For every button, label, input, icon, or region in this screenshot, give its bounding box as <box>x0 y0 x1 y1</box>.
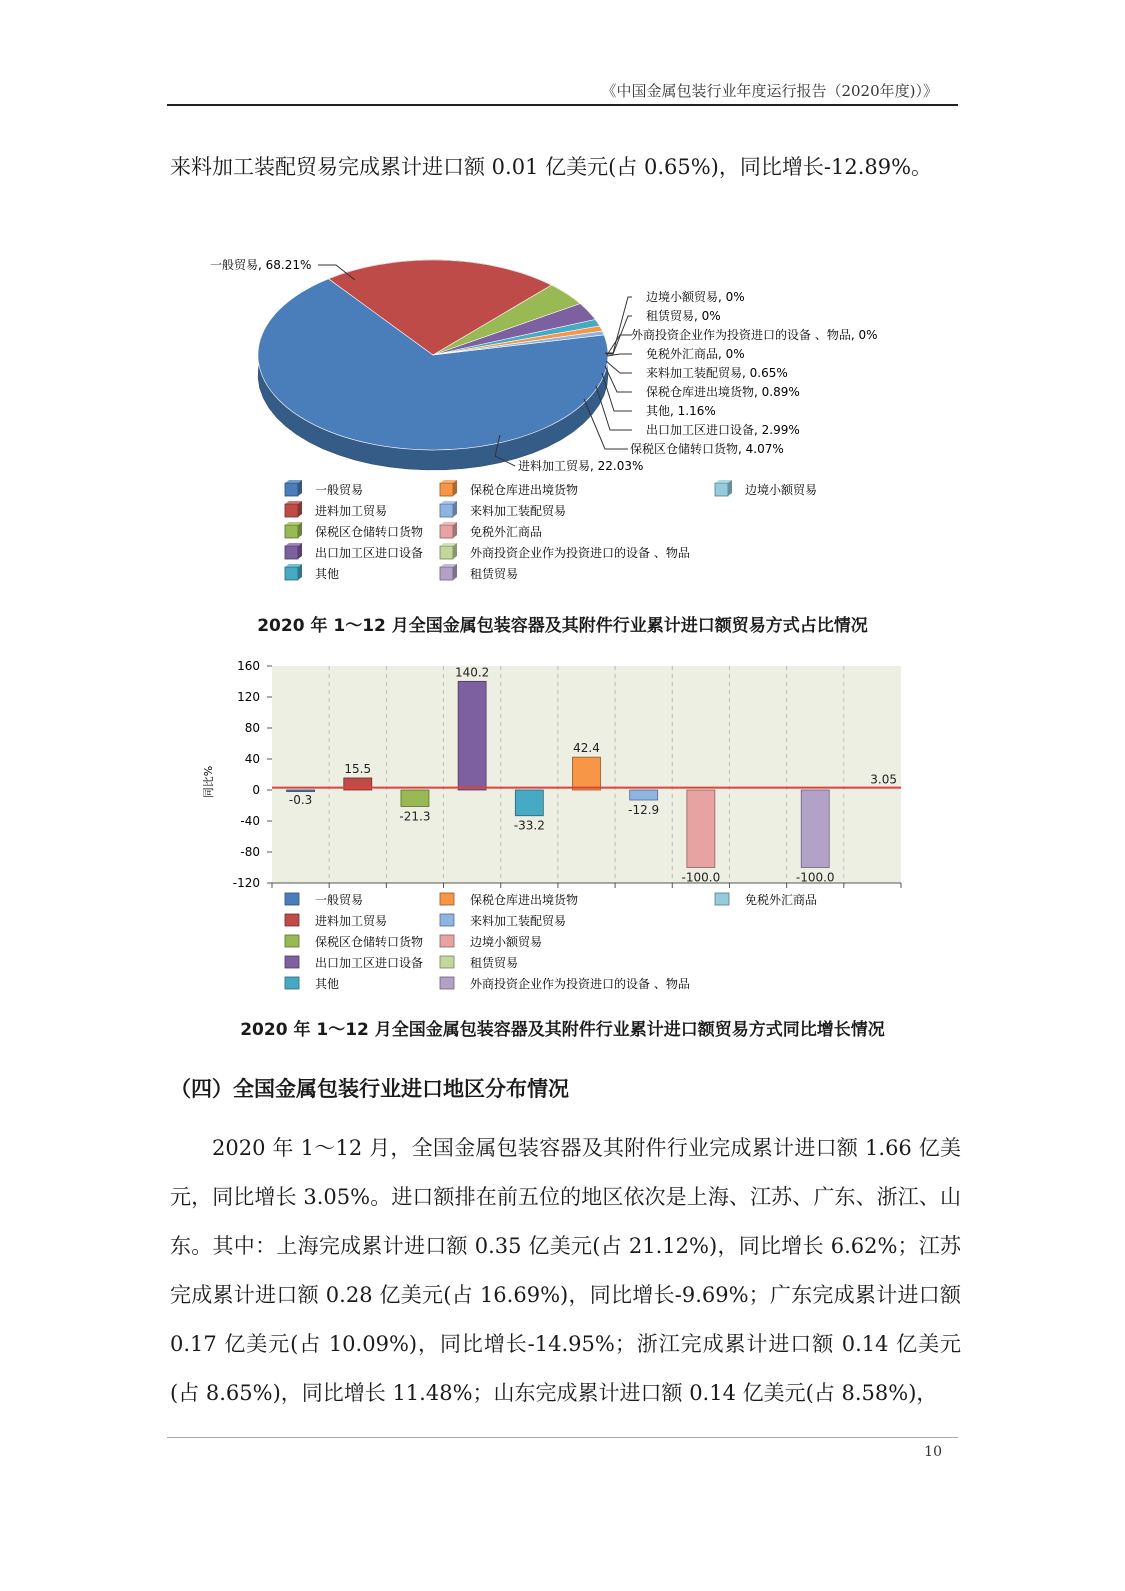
pie-legend-swatch-8 <box>440 546 453 559</box>
bar-legend-swatch-2 <box>285 935 299 947</box>
pie-legend-item-3 <box>285 543 423 560</box>
pie-legend-swatch-1 <box>285 504 298 517</box>
pie-legend-swatch-0 <box>285 483 298 496</box>
bar-value-label-7: -100.0 <box>681 870 721 885</box>
bar-legend-label-2: 保税区仓储转口货物 <box>315 935 424 949</box>
callout-bonded-zone: 保税区仓储转口货物, 4.07% <box>630 442 784 456</box>
bar-legend-swatch-8 <box>440 956 454 968</box>
pie-legend-label-0: 一般贸易 <box>315 483 364 497</box>
pie-legend-swatch-3 <box>285 546 298 559</box>
bar-legend-swatch-4 <box>285 977 299 989</box>
y-tick-label-1: 120 <box>237 690 260 704</box>
bar-6 <box>630 790 658 800</box>
running-header: 《中国金属包装行业年度运行报告（2020年度)）》 <box>601 82 938 100</box>
pie-legend-label-2: 保税区仓储转口货物 <box>315 525 424 539</box>
bar-legend-swatch-10 <box>715 893 729 905</box>
pie-legend-item-0 <box>285 480 363 497</box>
bar-9 <box>801 790 829 868</box>
bar-3 <box>458 681 486 790</box>
callout-general: 一般贸易, 68.21% <box>210 258 312 272</box>
bar-legend-label-5: 保税仓库进出境货物 <box>470 893 579 907</box>
callout-dutyfree: 免税外汇商品, 0% <box>646 347 745 361</box>
bar-2 <box>401 790 429 807</box>
bar-value-label-1: 15.5 <box>344 761 372 776</box>
header-rule <box>167 104 958 106</box>
pie-legend-item-6 <box>440 501 566 518</box>
pie-legend <box>285 480 817 581</box>
pie-legend-item-7 <box>440 522 542 539</box>
y-tick-label-6: -80 <box>240 845 260 859</box>
bar-legend-label-6: 来料加工装配贸易 <box>470 914 567 928</box>
bar-legend-item-8 <box>440 955 518 970</box>
callout-leasing: 租赁贸易, 0% <box>646 309 721 323</box>
pie-legend-label-9: 租赁贸易 <box>470 567 519 581</box>
bar-legend-label-0: 一般贸易 <box>315 893 364 907</box>
bar-legend-item-4 <box>285 976 339 991</box>
bar-legend-label-4: 其他 <box>315 977 340 991</box>
y-tick-label-2: 80 <box>244 721 260 735</box>
bar-value-label-9: -100.0 <box>795 870 835 885</box>
reference-line-label: 3.05 <box>870 772 897 787</box>
bar-value-label-0: -0.3 <box>288 793 313 808</box>
bar-value-label-2: -21.3 <box>399 809 431 824</box>
callout-other: 其他, 1.16% <box>646 404 716 418</box>
pie-legend-swatch-4 <box>285 567 298 580</box>
paragraph-1: 来料加工装配贸易完成累计进口额 0.01 亿美元(占 0.65%)，同比增长-12.89%。 <box>170 155 933 179</box>
pie-legend-label-1: 进料加工贸易 <box>315 504 388 518</box>
bar-legend-item-7 <box>440 934 542 949</box>
bar-legend-item-9 <box>440 976 690 991</box>
pie-legend-swatch-7 <box>440 525 453 538</box>
bar-legend-item-1 <box>285 913 387 928</box>
pie-legend-item-9 <box>440 564 518 581</box>
y-tick-label-4: 0 <box>252 783 260 797</box>
bar-legend-label-10: 免税外汇商品 <box>745 893 818 907</box>
pie-legend-swatch-5 <box>440 483 453 496</box>
y-axis-label: 同比% <box>202 765 215 799</box>
pie-legend-label-10: 边境小额贸易 <box>745 483 818 497</box>
pie-slices <box>258 260 608 450</box>
callout-border: 边境小额贸易, 0% <box>646 290 745 304</box>
pie-legend-label-6: 来料加工装配贸易 <box>470 504 567 518</box>
pie-legend-swatch-10 <box>715 483 728 496</box>
footer-rule <box>167 1437 958 1438</box>
bar-legend-item-5 <box>440 892 578 907</box>
callout-bonded-warehouse: 保税仓库进出境货物, 0.89% <box>646 385 800 399</box>
callout-assembly: 来料加工装配贸易, 0.65% <box>646 366 788 380</box>
leader-assembly <box>606 361 632 373</box>
bar-legend-item-2 <box>285 934 423 949</box>
y-tick-label-3: 40 <box>244 752 260 766</box>
pie-legend-swatch-9 <box>440 567 453 580</box>
bar-legend-swatch-7 <box>440 935 454 947</box>
bar-chart-caption: 2020 年 1～12 月全国金属包装容器及其附件行业累计进口额贸易方式同比增长情况 <box>240 1020 885 1040</box>
bar-legend-item-6 <box>440 913 566 928</box>
pie-legend-label-5: 保税仓库进出境货物 <box>470 483 579 497</box>
pie-legend-item-10 <box>715 480 817 497</box>
bar-legend-swatch-3 <box>285 956 299 968</box>
pie-chart <box>200 240 920 600</box>
bar-value-label-4: -33.2 <box>513 818 545 833</box>
bar-value-label-5: 42.4 <box>573 741 600 756</box>
callout-processing: 进料加工贸易, 22.03% <box>518 459 644 473</box>
bar-4 <box>515 790 543 816</box>
bar-legend-label-7: 边境小额贸易 <box>470 935 543 949</box>
pie-legend-item-1 <box>285 501 387 518</box>
bar-5 <box>573 757 601 790</box>
callout-export-zone: 出口加工区进口设备, 2.99% <box>646 423 800 437</box>
pie-legend-item-2 <box>285 522 423 539</box>
paragraph-2: 2020 年 1～12 月，全国金属包装容器及其附件行业完成累计进口额 1.66 亿美元，同比增长 3.05%。进口额排在前五位的地区依次是上海、江苏、广东、浙江、山东。其中：上海完成累计进口额 0.35 亿美元(占 21.12%)，同比增长 6.62%；江苏完成累计进口额 0.28 亿美元(占 16.69%)，同比增长-9.69%；广东完成累计进口额 0.17 亿美元(占 10.09%)，同比增长-14.95%；浙江完成累计进口额 0.14 亿美元(占 8.65%)，同比增长 11.48%；山东完成累计进口额 0.14 亿美元(占 8.58%)， <box>170 1136 961 1405</box>
bar-value-label-3: 140.2 <box>454 665 490 680</box>
pie-chart-caption: 2020 年 1～12 月全国金属包装容器及其附件行业累计进口额贸易方式占比情况 <box>257 616 868 636</box>
bar-legend-item-10 <box>715 892 817 907</box>
bar-legend-label-8: 租赁贸易 <box>470 956 519 970</box>
bar-0 <box>287 790 315 792</box>
pie-legend-label-7: 免税外汇商品 <box>470 525 543 539</box>
callout-foreign-invest: 外商投资企业作为投资进口的设备 、物品, 0% <box>631 328 878 342</box>
pie-legend-swatch-6 <box>440 504 453 517</box>
bar-legend-swatch-5 <box>440 893 454 905</box>
bar-legend-swatch-0 <box>285 893 299 905</box>
bar-7 <box>687 790 715 868</box>
pie-legend-item-5 <box>440 480 578 497</box>
pie-legend-item-8 <box>440 543 690 560</box>
y-tick-label-0: 160 <box>237 659 260 673</box>
leader-border <box>605 297 632 353</box>
bar-legend-label-9: 外商投资企业作为投资进口的设备 、物品 <box>470 977 690 991</box>
bar-legend-swatch-1 <box>285 914 299 926</box>
y-tick-label-5: -40 <box>240 814 260 828</box>
bar-legend <box>285 892 817 991</box>
bar-chart <box>195 650 915 1000</box>
bar-legend-item-3 <box>285 955 423 970</box>
pie-legend-label-8: 外商投资企业作为投资进口的设备 、物品 <box>470 546 690 560</box>
pie-legend-swatch-2 <box>285 525 298 538</box>
leader-bonded-warehouse <box>605 366 632 392</box>
bar-value-label-6: -12.9 <box>628 802 660 817</box>
y-tick-label-7: -120 <box>232 876 260 890</box>
page-number: 10 <box>924 1444 942 1460</box>
bar-legend-item-0 <box>285 893 363 907</box>
bar-legend-label-1: 进料加工贸易 <box>315 914 388 928</box>
bar-legend-swatch-6 <box>440 914 454 926</box>
section-heading: （四）全国金属包装行业进口地区分布情况 <box>170 1077 569 1101</box>
pie-legend-label-4: 其他 <box>315 567 340 581</box>
bar-legend-swatch-9 <box>440 977 454 989</box>
bar-legend-label-3: 出口加工区进口设备 <box>315 956 424 970</box>
pie-legend-item-4 <box>285 564 339 581</box>
pie-legend-label-3: 出口加工区进口设备 <box>315 546 424 560</box>
